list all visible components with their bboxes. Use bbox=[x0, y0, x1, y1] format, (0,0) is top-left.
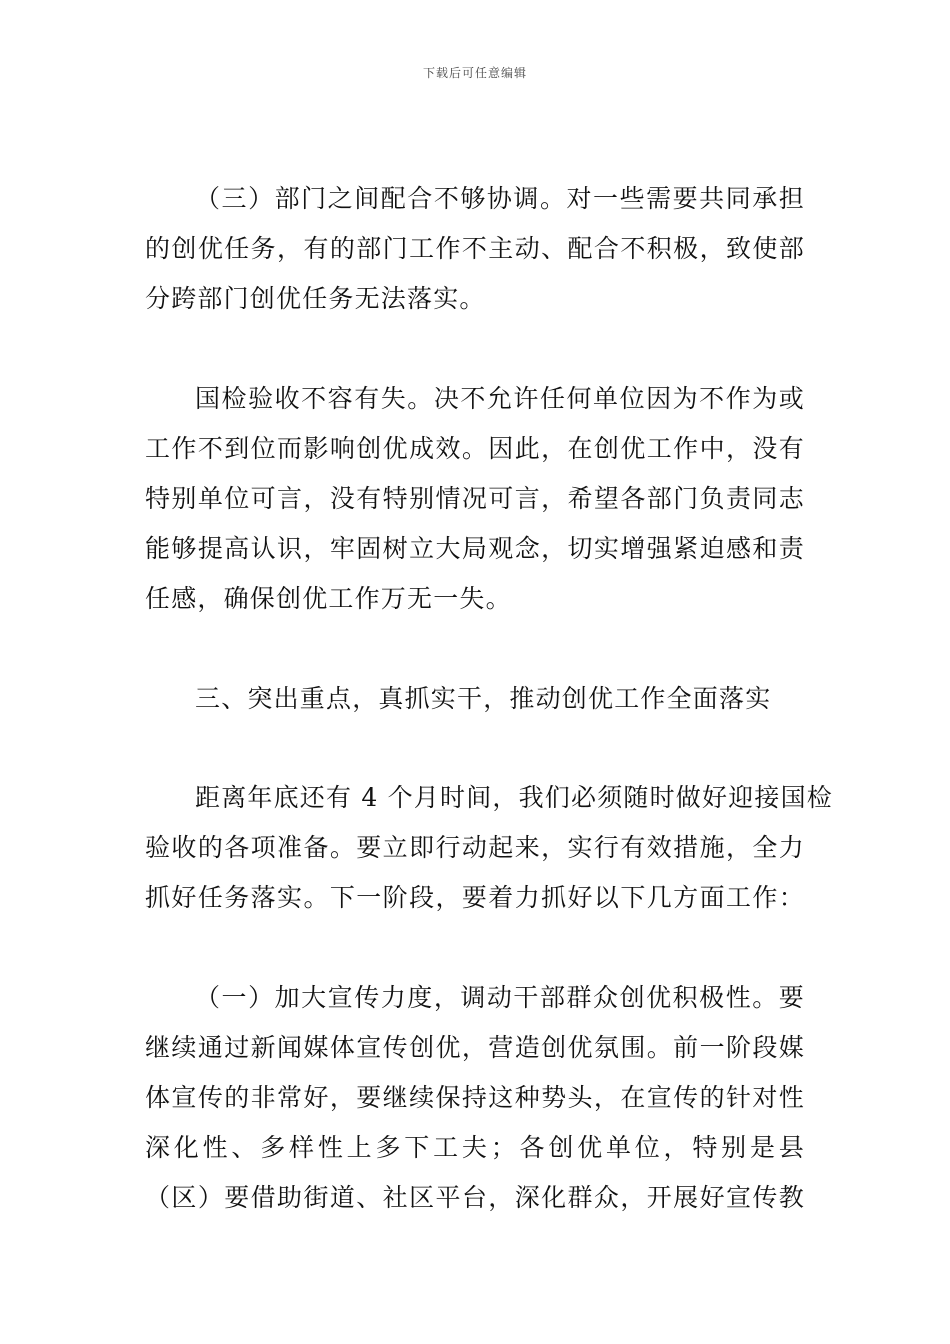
paragraph-line: 的创优任务，有的部门工作不主动、配合不积极，致使部 bbox=[145, 234, 805, 263]
paragraph-line: 抓好任务落实。下一阶段，要着力抓好以下几方面工作： bbox=[145, 883, 805, 912]
paragraph-line: （一）加大宣传力度，调动干部群众创优积极性。要 bbox=[195, 983, 805, 1012]
paragraph-line: 验收的各项准备。要立即行动起来，实行有效措施，全力 bbox=[145, 833, 805, 862]
paragraph-line: 分跨部门创优任务无法落实。 bbox=[145, 284, 486, 313]
paragraph-line: （区）要借助街道、社区平台，深化群众，开展好宣传教 bbox=[145, 1183, 805, 1212]
paragraph-line: 特别单位可言，没有特别情况可言，希望各部门负责同志 bbox=[145, 484, 805, 513]
paragraph-line: 任感，确保创优工作万无一失。 bbox=[145, 584, 512, 613]
paragraph-line: 继续通过新闻媒体宣传创优，营造创优氛围。前一阶段媒 bbox=[145, 1033, 805, 1062]
section-heading: 三、突出重点，真抓实干，推动创优工作全面落实 bbox=[195, 684, 772, 713]
paragraph-line: 距离年底还有 4 个月时间，我们必须随时做好迎接国检 bbox=[195, 783, 834, 812]
paragraph-line: 工作不到位而影响创优成效。因此，在创优工作中，没有 bbox=[145, 434, 805, 463]
paragraph-line: 深化性、多样性上多下工夫；各创优单位，特别是县 bbox=[145, 1133, 805, 1162]
page-header: 下载后可任意编辑 bbox=[422, 66, 527, 80]
paragraph-line: 体宣传的非常好，要继续保持这种势头，在宣传的针对性 bbox=[145, 1083, 805, 1112]
paragraph-line: 国检验收不容有失。决不允许任何单位因为不作为或 bbox=[195, 384, 805, 413]
paragraph-line: 能够提高认识，牢固树立大局观念，切实增强紧迫感和责 bbox=[145, 534, 805, 563]
paragraph-line: （三）部门之间配合不够协调。对一些需要共同承担 bbox=[195, 184, 805, 213]
